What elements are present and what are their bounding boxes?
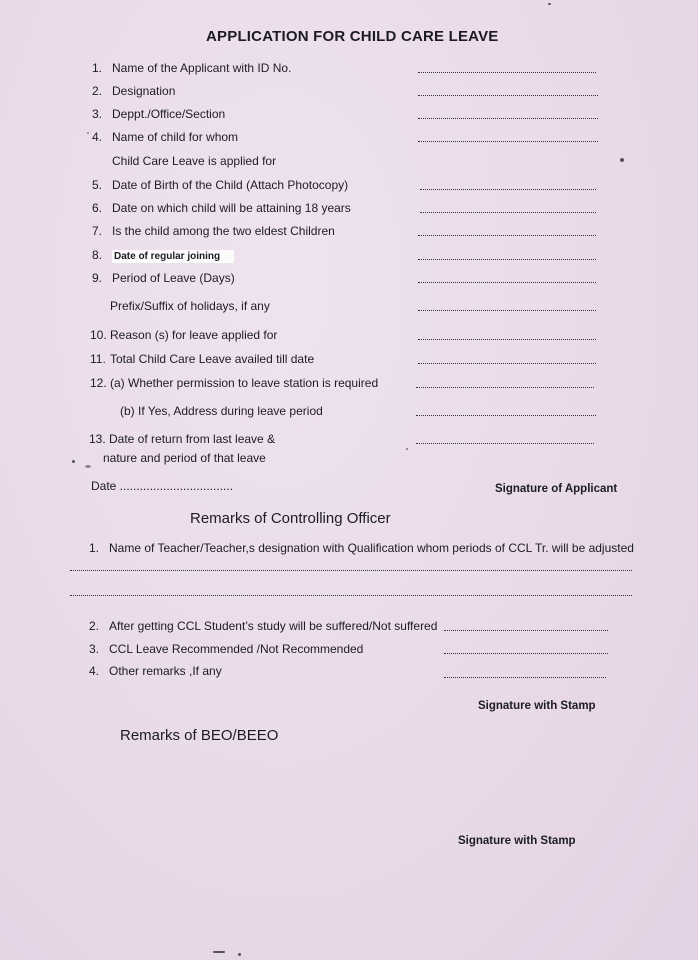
field-child-name-cont: Child Care Leave is applied for (112, 154, 277, 168)
beo-signature-label: Signature with Stamp (458, 835, 576, 847)
field-department: 3. Deppt./Office/Section (92, 107, 226, 121)
field-child-18-years: 6. Date on which child will be attaining 18 years (92, 201, 351, 215)
fill-line-leave-period[interactable] (418, 282, 596, 283)
fill-line-student-study[interactable] (444, 630, 608, 631)
fill-line-department[interactable] (418, 118, 598, 119)
date-field[interactable]: Date .................................. (91, 479, 234, 493)
field-child-name: 4. Name of child for whom (92, 130, 239, 144)
fill-line-reason[interactable] (418, 339, 596, 340)
fill-line-total-ccl[interactable] (418, 363, 596, 364)
fill-line-regular-joining[interactable] (418, 259, 596, 260)
field-leave-period: 9. Period of Leave (Days) (92, 271, 235, 285)
fill-line-eldest-children[interactable] (418, 235, 596, 236)
scan-speck (87, 132, 89, 134)
scan-speck (406, 448, 408, 450)
fill-line-last-leave-return[interactable] (416, 443, 594, 444)
fill-line-teacher-adjustment-2[interactable] (70, 595, 632, 596)
field-prefix-suffix: Prefix/Suffix of holidays, if any (110, 299, 270, 313)
field-regular-joining: 8. Date of regular joining (92, 248, 234, 262)
fill-line-child-name[interactable] (418, 141, 598, 142)
field-station-permission: 12. (a) Whether permission to leave station is required (90, 376, 379, 390)
controlling-officer-signature-label: Signature with Stamp (478, 700, 596, 712)
fill-line-leave-address[interactable] (416, 415, 596, 416)
co-item-other-remarks: 4. Other remarks ,If any (89, 664, 222, 678)
scan-speck (238, 953, 241, 956)
fill-line-applicant-name[interactable] (418, 72, 596, 73)
field-child-dob: 5. Date of Birth of the Child (Attach Photocopy) (92, 178, 349, 192)
field-leave-address: (b) If Yes, Address during leave period (120, 404, 323, 418)
fill-line-designation[interactable] (418, 95, 598, 96)
fill-line-other-remarks[interactable] (444, 677, 606, 678)
fill-line-child-dob[interactable] (420, 189, 596, 190)
field-last-leave-return: 13. Date of return from last leave & (89, 432, 276, 446)
scan-speck (72, 460, 75, 463)
fill-line-prefix-suffix[interactable] (418, 310, 596, 311)
applicant-signature-label: Signature of Applicant (495, 483, 618, 495)
field-designation: 2. Designation (92, 84, 176, 98)
scan-speck (620, 158, 624, 162)
fill-line-recommendation[interactable] (444, 653, 608, 654)
field-reason: 10. Reason (s) for leave applied for (90, 328, 278, 342)
beo-heading: Remarks of BEO/BEEO (120, 727, 279, 744)
scan-speck (548, 3, 551, 5)
fill-line-station-permission[interactable] (416, 387, 594, 388)
co-item-teacher-adjustment: 1. Name of Teacher/Teacher,s designation with Qualification whom periods of CCL Tr. will be adjusted (89, 541, 634, 555)
co-item-recommendation: 3. CCL Leave Recommended /Not Recommended (89, 642, 364, 656)
field-last-leave-nature: nature and period of that leave (103, 451, 266, 465)
co-item-student-study: 2. After getting CCL Student’s study will be suffered/Not suffered (89, 619, 438, 633)
scan-speck (213, 951, 225, 953)
fill-line-teacher-adjustment-1[interactable] (70, 570, 632, 571)
scan-speck (85, 465, 91, 468)
controlling-officer-heading: Remarks of Controlling Officer (190, 510, 391, 527)
fill-line-child-18-years[interactable] (420, 212, 596, 213)
field-applicant-name: 1. Name of the Applicant with ID No. (92, 61, 292, 75)
field-eldest-children: 7. Is the child among the two eldest Children (92, 224, 335, 238)
field-total-ccl: 11. Total Child Care Leave availed till date (90, 352, 315, 366)
form-title: APPLICATION FOR CHILD CARE LEAVE (206, 28, 499, 45)
